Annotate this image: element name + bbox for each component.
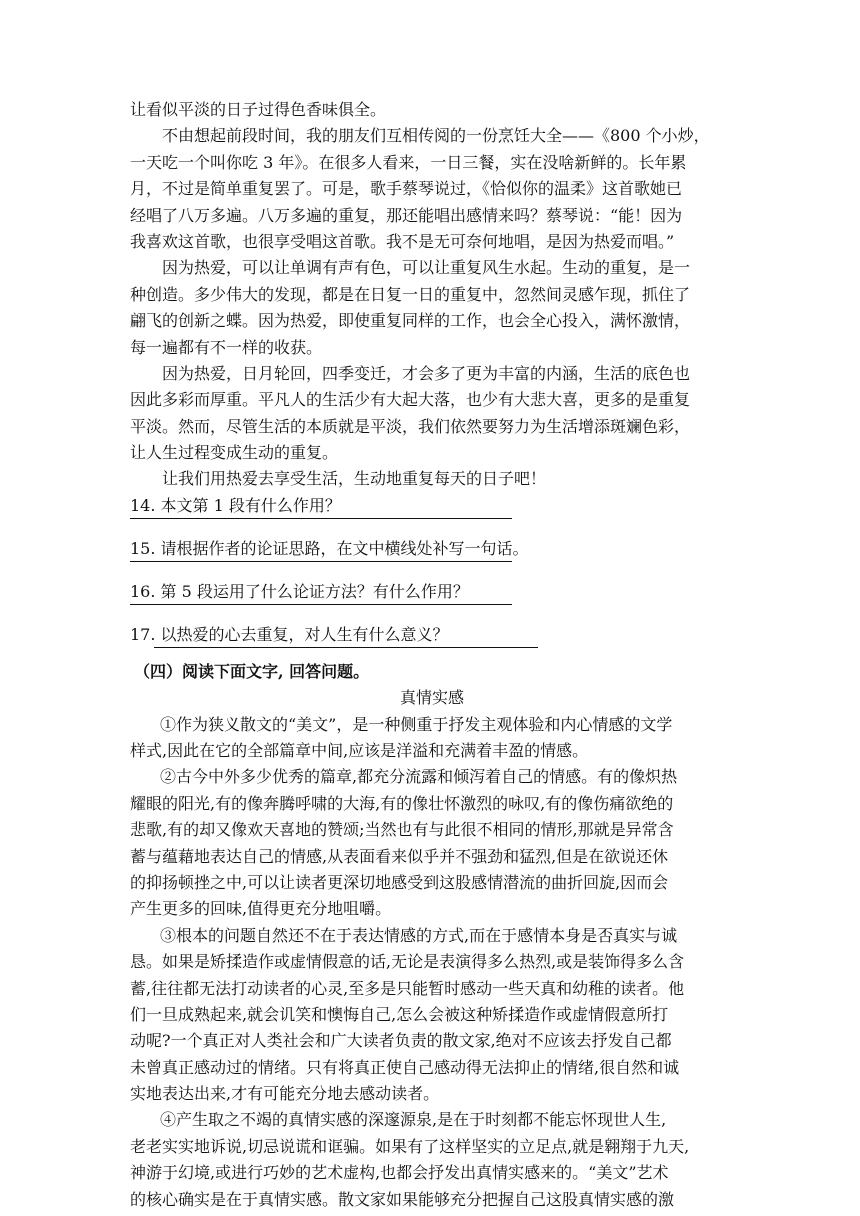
paragraph-line: ③根本的问题自然还不在于表达情感的方式,而在于感情本身是否真实与诚 [160, 925, 678, 945]
paragraph-line: 月，不过是简单重复罢了。可是，歌手蔡琴说过，《恰似你的温柔》这首歌她已 [130, 179, 683, 199]
answer-line[interactable] [130, 518, 512, 519]
paragraph-line: 耀眼的阳光,有的像奔腾呼啸的大海,有的像壮怀激烈的咏叹,有的像伤痛欲绝的 [130, 793, 674, 813]
paragraph-line: 因此多彩而厚重。平凡人的生活少有大起大落，也少有大悲大喜，更多的是重复 [130, 390, 691, 410]
section-heading: （四）阅读下面文字, 回答问题。 [134, 661, 370, 681]
paragraph-line: ④产生取之不竭的真情实感的深邃源泉,是在于时刻都不能忘怀现世人生, [160, 1110, 667, 1130]
paragraph-line: 样式,因此在它的全部篇章中间,应该是洋溢和充满着丰盈的情感。 [130, 741, 589, 760]
paragraph-line: ②古今中外多少优秀的篇章,都充分流露和倾泻着自己的情感。有的像炽热 [160, 767, 678, 787]
paragraph-line: 悲歌,有的却又像欢天喜地的赞颂;当然也有与此很不相同的情形,那就是异常含 [130, 820, 674, 840]
question-14: 14. 本文第 1 段有什么作用？ [130, 495, 341, 515]
paragraph-line: 每一遍都有不一样的收获。 [130, 337, 323, 357]
paragraph-line: 翩飞的创新之蝶。因为热爱，即使重复同样的工作，也会全心投入，满怀激情， [130, 311, 691, 331]
paragraph-line: 的核心确实是在于真情实感。散文家如果能够充分把握自己这股真情实感的激 [130, 1189, 675, 1209]
paragraph-line: 们一旦成熟起来,就会讥笑和懊悔自己,怎么会被这种矫揉造作或虚情假意所打 [130, 1004, 669, 1024]
paragraph-line: 因为热爱，可以让单调有声有色，可以让重复风生水起。生动的重复，是一 [162, 258, 691, 278]
paragraph-line: 未曾真正感动过的情绪。只有将真正使自己感动得无法抑止的情绪,很自然和诚 [130, 1057, 680, 1077]
paragraph-line: 产生更多的回味,值得更充分地咀嚼。 [130, 899, 392, 919]
paragraph-line: 让看似平淡的日子过得色香味俱全。 [130, 100, 387, 119]
paragraph-line: 种创造。多少伟大的发现，都是在日复一日的重复中，忽然间灵感乍现，抓住了 [130, 284, 691, 304]
answer-line[interactable] [130, 604, 512, 605]
paragraph-line: 神游于幻境,或进行巧妙的艺术虚构,也都会抒发出真情实感来的。“美文”艺术 [130, 1163, 669, 1183]
paragraph-line: 蓄,往往都无法打动读者的心灵,至多是只能暂时感动一些天真和幼稚的读者。他 [130, 978, 685, 998]
paragraph-line: 的抑扬顿挫之中,可以让读者更深切地感受到这股感情潜流的曲折回旋,因而会 [130, 872, 669, 892]
question-16: 16. 第 5 段运用了什么论证方法？有什么作用？ [130, 581, 469, 601]
paragraph-line: 实地表达出来,才有可能充分地去感动读者。 [130, 1084, 440, 1103]
answer-line[interactable] [130, 561, 512, 562]
paragraph-line: 让我们用热爱去享受生活，生动地重复每天的日子吧！ [162, 469, 547, 489]
paragraph-line: ①作为狭义散文的“美文”，是一种侧重于抒发主观体验和内心情感的文学 [160, 714, 673, 734]
paragraph-line: 恳。如果是矫揉造作或虚情假意的话,无论是表演得多么热烈,或是装饰得多么含 [130, 952, 685, 972]
paragraph-line: 因为热爱，日月轮回，四季变迁，才会多了更为丰富的内涵，生活的底色也 [162, 363, 691, 383]
article-title: 真情实感 [400, 688, 465, 708]
paragraph-line: 不由想起前段时间，我的朋友们互相传阅的一份烹饪大全——《800 个小炒， [162, 126, 710, 146]
paragraph-line: 一天吃一个叫你吃 3 年》。在很多人看来，一日三餐，实在没啥新鲜的。长年累 [130, 152, 687, 172]
paragraph-line: 蓄与蕴藉地表达自己的情感,从表面看来似乎并不强劲和猛烈,但是在欲说还休 [130, 846, 669, 866]
question-17: 17. 以热爱的心去重复，对人生有什么意义？ [130, 624, 449, 644]
paragraph-line: 我喜欢这首歌，也很享受唱这首歌。我不是无可奈何地唱，是因为热爱而唱。” [130, 231, 675, 251]
question-15: 15. 请根据作者的论证思路，在文中横线处补写一句话。 [130, 538, 529, 558]
paragraph-line: 让人生过程变成生动的重复。 [130, 443, 339, 462]
paragraph-line: 老老实实地诉说,切忌说谎和诓骗。如果有了这样坚实的立足点,就是翱翔于九天, [130, 1136, 690, 1156]
paragraph-line: 平淡。然而，尽管生活的本质就是平淡，我们依然要努力为生活增添斑斓色彩， [130, 416, 691, 436]
answer-line[interactable] [154, 647, 538, 648]
paragraph-line: 动呢?一个真正对人类社会和广大读者负责的散文家,绝对不应该去抒发自己都 [130, 1031, 672, 1051]
paragraph-line: 经唱了八万多遍。八万多遍的重复，那还能唱出感情来吗？蔡琴说：“能！因为 [130, 205, 683, 225]
